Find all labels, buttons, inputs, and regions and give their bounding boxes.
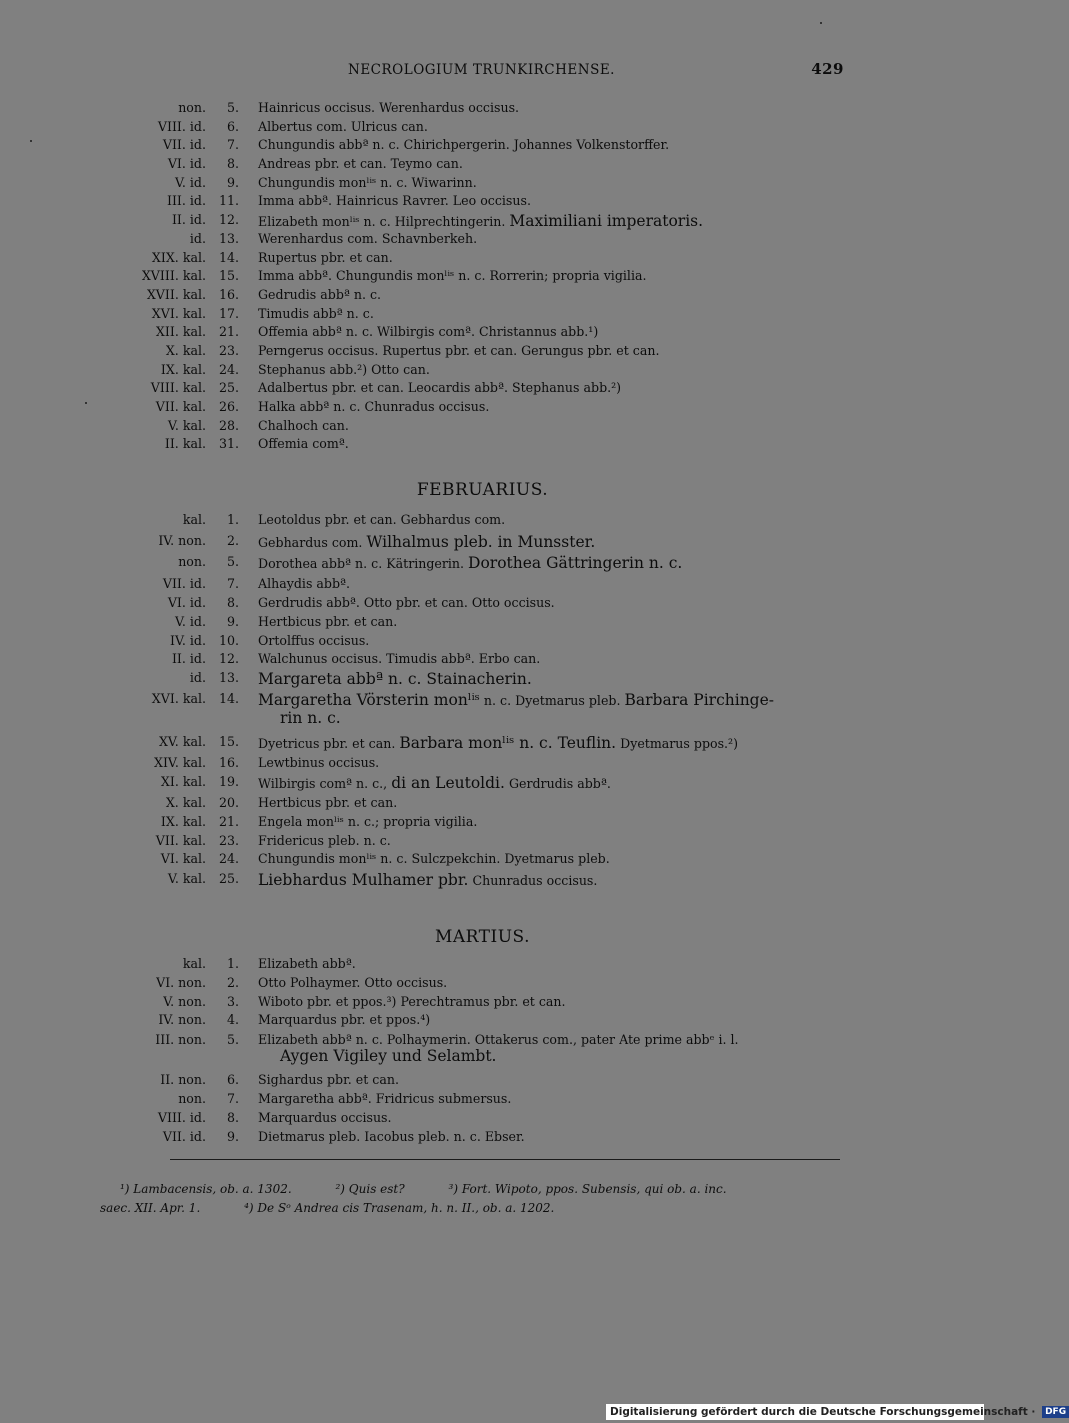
entry-day-number: 26. [218,399,239,414]
necrology-entry [100,119,845,138]
entry-date: kal. [182,956,206,971]
entry-day-number: 6. [226,1072,239,1087]
entry-later-hand-text: Maximiliani imperatoris. [509,212,704,231]
entry-date: II. id. [171,651,206,667]
entry-text [258,576,845,591]
entry-name-text: Dyetmarus ppos.²) [620,735,739,751]
footnotes [100,1180,850,1218]
entry-name-text: Chungundis monˡⁱˢ n. c. Wiwarinn. [258,174,477,190]
entry-text [258,100,845,115]
scan-speck [820,22,822,24]
january-entries [100,100,845,455]
entry-name-text: Engela monˡⁱˢ n. c.; propria vigilia. [258,814,478,830]
entry-text [258,975,845,990]
entry-later-hand-text: di an Leutoldi. [391,773,505,792]
month-heading-february: FEBRUARIUS. [416,480,549,500]
necrology-entry [100,595,845,614]
entry-later-hand-text: Liebhardus Mulhamer pbr. [258,871,469,890]
entry-name-text: Chalhoch can. [258,417,349,433]
entry-text [258,193,845,208]
entry-day-number: 15. [218,733,239,749]
entry-day-number: 9. [226,174,239,190]
entry-text [258,755,845,770]
entry-date: IX. kal. [160,361,206,377]
entry-name-text: Albertus com. Ulricus can. [258,118,428,134]
entry-name-text: Imma abbª. Chungundis monˡⁱˢ n. c. Rorrerin; propria vigilia. [258,268,647,284]
entry-date: id. [189,230,206,246]
necrology-entry [100,833,845,852]
necrology-entry [100,956,845,975]
footnote-3: ³) Fort. Wipoto, ppos. Subensis, qui ob. a. inc. [448,1182,727,1196]
necrology-entry [100,306,845,325]
necrology-entry [100,774,845,796]
entry-text [258,774,845,792]
entry-name-text: Otto Polhaymer. Otto occisus. [258,975,448,990]
entry-day-number: 16. [218,286,239,302]
entry-day-number: 13. [218,670,239,686]
necrology-entry [100,418,845,437]
entry-date: III. non. [155,1031,206,1047]
entry-date: non. [178,1091,206,1106]
entry-name-text: Alhaydis abbª. [258,576,351,592]
entry-name-text: Gedrudis abbª n. c. [258,286,382,302]
entry-date: VII. id. [162,1129,206,1144]
entry-text [258,1072,845,1087]
entry-day-number: 1. [226,512,239,527]
necrology-entry [100,193,845,212]
necrology-entry [100,250,845,269]
entry-date: IV. id. [170,632,206,648]
entry-date: non. [178,554,206,570]
entry-day-number: 7. [226,576,239,592]
entry-day-number: 8. [226,156,239,172]
entry-name-text: Hertbicus pbr. et can. [258,614,398,630]
entry-name-text: Adalbertus pbr. et can. Leocardis abbª. Stephanus abb.²) [258,380,622,396]
entry-text [258,633,845,648]
necrology-entry [100,554,845,576]
entry-text [258,833,845,848]
entry-name-text: Imma abbª. Hainricus Ravrer. Leo occisus. [258,193,531,209]
entry-day-number: 5. [226,1031,239,1047]
footnote-2: ²) Quis est? [335,1182,405,1196]
entry-date: VI. id. [167,595,206,611]
digitization-credit [606,1404,1067,1420]
entry-date: XVII. kal. [146,286,206,302]
entry-day-number: 21. [218,324,239,340]
entry-name-text: Chunradus occisus. [472,873,598,889]
entry-later-hand-text: Wilhalmus pleb. in Munsster. [366,532,596,551]
necrology-entry [100,343,845,362]
entry-text [258,399,845,414]
entry-text [258,343,845,358]
entry-text [258,1032,845,1065]
entry-name-text: Perngerus occisus. Rupertus pbr. et can. Gerungus pbr. et can. [258,342,660,358]
necrology-entry [100,851,845,871]
entry-date: II. kal. [164,436,206,452]
necrology-entry [100,795,845,814]
entry-date: VIII. id. [157,118,206,134]
entry-name-text: Elizabeth abbª n. c. Polhaymerin. Ottakerus com., pater Ate prime abbᵉ i. l. [258,1031,739,1047]
entry-date: kal. [182,512,206,527]
entry-day-number: 1. [226,956,239,971]
entry-day-number: 25. [218,380,239,396]
page-title: NECROLOGIUM TRUNKIRCHENSE. [348,62,615,78]
entry-day-number: 23. [218,832,239,848]
march-entries [100,956,845,1148]
entry-name-text: Walchunus occisus. Timudis abbª. Erbo can. [258,651,541,667]
necrology-entry [100,651,845,670]
necrology-entry [100,755,845,774]
entry-name-text: Dorothea abbª n. c. Kätringerin. [258,556,465,572]
entry-date: XVIII. kal. [141,268,206,284]
entry-date: II. non. [160,1072,206,1087]
entry-text [258,614,845,629]
necrology-entry [100,1072,845,1091]
necrology-entry [100,975,845,994]
entry-text [258,380,845,395]
entry-date: non. [178,100,206,115]
entry-text [258,734,845,752]
entry-name-text: Dietmarus pleb. Iacobus pleb. n. c. Ebser. [258,1129,525,1144]
entry-date: VIII. id. [157,1110,206,1125]
entry-name-text: Wilbirgis comª n. c., [258,775,388,791]
entry-date: VII. id. [162,576,206,592]
entry-name-text: Fridericus pleb. n. c. [258,832,391,848]
february-entries [100,512,845,891]
entry-date: XVI. kal. [151,305,206,321]
necrology-entry [100,137,845,156]
necrology-entry [100,691,845,734]
entry-name-text: Marquardus pbr. et ppos.⁴) [258,1012,431,1027]
entry-later-hand-text: Margareta abbª n. c. Stainacherin. [258,670,532,689]
entry-name-text: Sighardus pbr. et can. [258,1072,399,1087]
entry-text [258,306,845,321]
entry-date: V. kal. [167,871,206,887]
entry-day-number: 2. [226,532,239,548]
entry-day-number: 25. [218,871,239,887]
entry-date: VII. id. [162,137,206,153]
entry-continuation: Aygen Vigiley und Selambt. [280,1046,497,1065]
entry-date: VI. id. [167,156,206,172]
entry-name-text: Hertbicus pbr. et can. [258,795,398,811]
entry-text [258,533,845,551]
entry-name-text: Elizabeth monˡⁱˢ n. c. Hilprechtingerin. [258,214,506,230]
entry-day-number: 14. [218,691,239,707]
entry-name-text: Marquardus occisus. [258,1110,392,1125]
footnote-4: ⁴) De Sᵒ Andrea cis Trasenam, h. n. II., ob. a. 1202. [244,1201,555,1215]
entry-day-number: 3. [226,993,239,1009]
entry-date: XIX. kal. [151,249,206,265]
entry-day-number: 24. [218,851,239,867]
entry-day-number: 7. [226,1091,239,1106]
necrology-entry [100,614,845,633]
entry-day-number: 17. [218,305,239,321]
necrology-entry [100,734,845,756]
entry-day-number: 20. [218,795,239,811]
entry-day-number: 9. [226,1129,239,1144]
entry-text [258,1110,845,1125]
credit-text: Digitalisierung gefördert durch die Deutsche Forschungsgemeinschaft · [610,1406,1036,1418]
necrology-entry [100,268,845,287]
entry-name-text: Halka abbª n. c. Chunradus occisus. [258,399,490,414]
entry-later-hand-text: Barbara monˡⁱˢ n. c. Teuflin. [399,733,617,752]
entry-day-number: 21. [218,814,239,830]
entry-text [258,156,845,171]
footnote-3-cont: saec. XII. Apr. 1. [100,1201,201,1215]
necrology-entry [100,436,845,455]
entry-name-text: Gerdrudis abbª. Otto pbr. et can. Otto occisus. [258,595,555,611]
entry-name-text: Rupertus pbr. et can. [258,249,393,265]
entry-day-number: 5. [226,554,239,570]
entry-date: V. id. [175,614,206,630]
entry-day-number: 15. [218,268,239,284]
entry-date: V. id. [175,174,206,190]
entry-text [258,231,845,246]
entry-text [258,418,845,433]
entry-date: XV. kal. [158,733,206,749]
entry-name-text: Werenhardus com. Schavnberkeh. [258,230,478,246]
entry-later-hand-text: Margaretha Vörsterin monˡⁱˢ [258,691,480,710]
entry-text [258,512,845,527]
necrology-entry [100,399,845,418]
entry-day-number: 2. [226,975,239,990]
entry-date: VI. non. [156,975,206,990]
entry-name-text: Offemia comª. [258,436,349,452]
entry-name-text: n. c. Dyetmarus pleb. [483,693,621,709]
entry-text [258,651,845,666]
entry-text [258,814,845,829]
entry-date: X. kal. [165,342,206,358]
entry-continuation: rin n. c. [280,709,341,728]
necrology-entry [100,633,845,652]
entry-day-number: 4. [226,1012,239,1027]
entry-name-text: Offemia abbª n. c. Wilbirgis comª. Christannus abb.¹) [258,324,599,340]
necrology-entry [100,1032,845,1073]
entry-text [258,436,845,451]
month-heading-march: MARTIUS. [434,927,530,947]
footnote-1: ¹) Lambacensis, ob. a. 1302. [120,1182,292,1196]
entry-text [258,871,845,889]
entry-day-number: 6. [226,118,239,134]
entry-text [258,691,845,727]
entry-text [258,1129,845,1144]
necrology-entry [100,287,845,306]
entry-day-number: 11. [218,193,239,209]
entry-name-text: Dyetricus pbr. et can. [258,735,396,751]
dfg-logo-icon: DFG [1042,1406,1069,1418]
entry-date: XVI. kal. [151,691,206,707]
entry-date: V. kal. [167,417,206,433]
entry-day-number: 12. [218,651,239,667]
entry-text [258,595,845,610]
entry-name-text: Ortolffus occisus. [258,632,370,648]
page-number: 429 [811,60,844,78]
scan-speck [30,140,32,142]
necrology-entry [100,1091,845,1110]
entry-date: VII. kal. [155,399,206,414]
entry-day-number: 13. [218,230,239,246]
entry-name-text: Lewtbinus occisus. [258,755,380,771]
necrology-entry [100,212,845,231]
necrology-entry [100,994,845,1013]
entry-text [258,1012,845,1027]
entry-date: VII. kal. [155,832,206,848]
entry-day-number: 31. [218,436,239,452]
necrology-entry [100,100,845,119]
necrology-entry [100,362,845,381]
entry-date: XIV. kal. [153,755,206,771]
entry-name-text: Margaretha abbª. Fridricus submersus. [258,1091,512,1106]
entry-day-number: 28. [218,417,239,433]
entry-day-number: 5. [226,100,239,115]
entry-name-text: Hainricus occisus. Werenhardus occisus. [258,100,520,115]
entry-date: IX. kal. [160,814,206,830]
entry-date: id. [189,670,206,686]
necrology-entry [100,380,845,399]
entry-text [258,137,845,152]
necrology-entry [100,871,845,891]
entry-text [258,795,845,810]
entry-name-text: Gebhardus com. [258,534,363,550]
entry-text [258,119,845,134]
entry-day-number: 14. [218,249,239,265]
entry-text [258,362,845,377]
entry-date: XI. kal. [160,773,206,789]
necrology-entry [100,324,845,343]
entry-name-text: Chungundis abbª n. c. Chirichpergerin. Johannes Volkenstorffer. [258,137,670,153]
entry-text [258,268,845,283]
entry-day-number: 9. [226,614,239,630]
footnote-rule [170,1159,840,1160]
entry-text [258,1091,845,1106]
entry-text [258,554,845,572]
entry-date: IV. non. [158,532,206,548]
entry-later-hand-text: Dorothea Gättringerin n. c. [468,554,683,573]
entry-name-text: Chungundis monˡⁱˢ n. c. Sulczpekchin. Dyetmarus pleb. [258,851,610,867]
entry-date: II. id. [171,212,206,228]
entry-text [258,994,845,1009]
necrology-entry [100,1110,845,1129]
scan-speck [85,402,87,404]
entry-day-number: 23. [218,342,239,358]
entry-later-hand-text: Barbara Pirchinge- [624,691,775,710]
entry-name-text: Elizabeth abbª. [258,956,356,971]
necrology-entry [100,512,845,533]
entry-day-number: 10. [218,632,239,648]
necrology-entry [100,1129,845,1148]
entry-day-number: 19. [218,773,239,789]
entry-date: XII. kal. [155,324,206,340]
necrology-entry [100,533,845,555]
entry-text [258,851,845,866]
entry-text [258,956,845,971]
necrology-entry [100,175,845,194]
necrology-entry [100,1012,845,1032]
entry-day-number: 8. [226,595,239,611]
necrology-entry [100,231,845,250]
entry-name-text: Leotoldus pbr. et can. Gebhardus com. [258,512,506,527]
entry-date: VI. kal. [160,851,206,867]
necrology-entry [100,156,845,175]
entry-date: IV. non. [158,1012,206,1027]
necrology-entry [100,670,845,691]
necrology-entry [100,576,845,595]
entry-name-text: Stephanus abb.²) Otto can. [258,361,430,377]
entry-date: V. non. [163,993,206,1009]
entry-text [258,175,845,190]
necrology-entry [100,814,845,833]
entry-name-text: Andreas pbr. et can. Teymo can. [258,156,463,172]
entry-text [258,287,845,302]
running-head [120,62,844,82]
entry-date: X. kal. [165,795,206,811]
entry-text [258,670,845,688]
entry-date: III. id. [166,193,206,209]
entry-name-text: Wiboto pbr. et ppos.³) Perechtramus pbr. et can. [258,993,566,1009]
entry-text [258,250,845,265]
entry-day-number: 8. [226,1110,239,1125]
entry-day-number: 7. [226,137,239,153]
entry-name-text: Gerdrudis abbª. [508,775,611,791]
entry-day-number: 16. [218,755,239,771]
entry-day-number: 24. [218,361,239,377]
entry-text [258,324,845,339]
entry-text [258,212,845,230]
entry-day-number: 12. [218,212,239,228]
entry-name-text: Timudis abbª n. c. [258,305,374,321]
entry-date: VIII. kal. [150,380,206,396]
